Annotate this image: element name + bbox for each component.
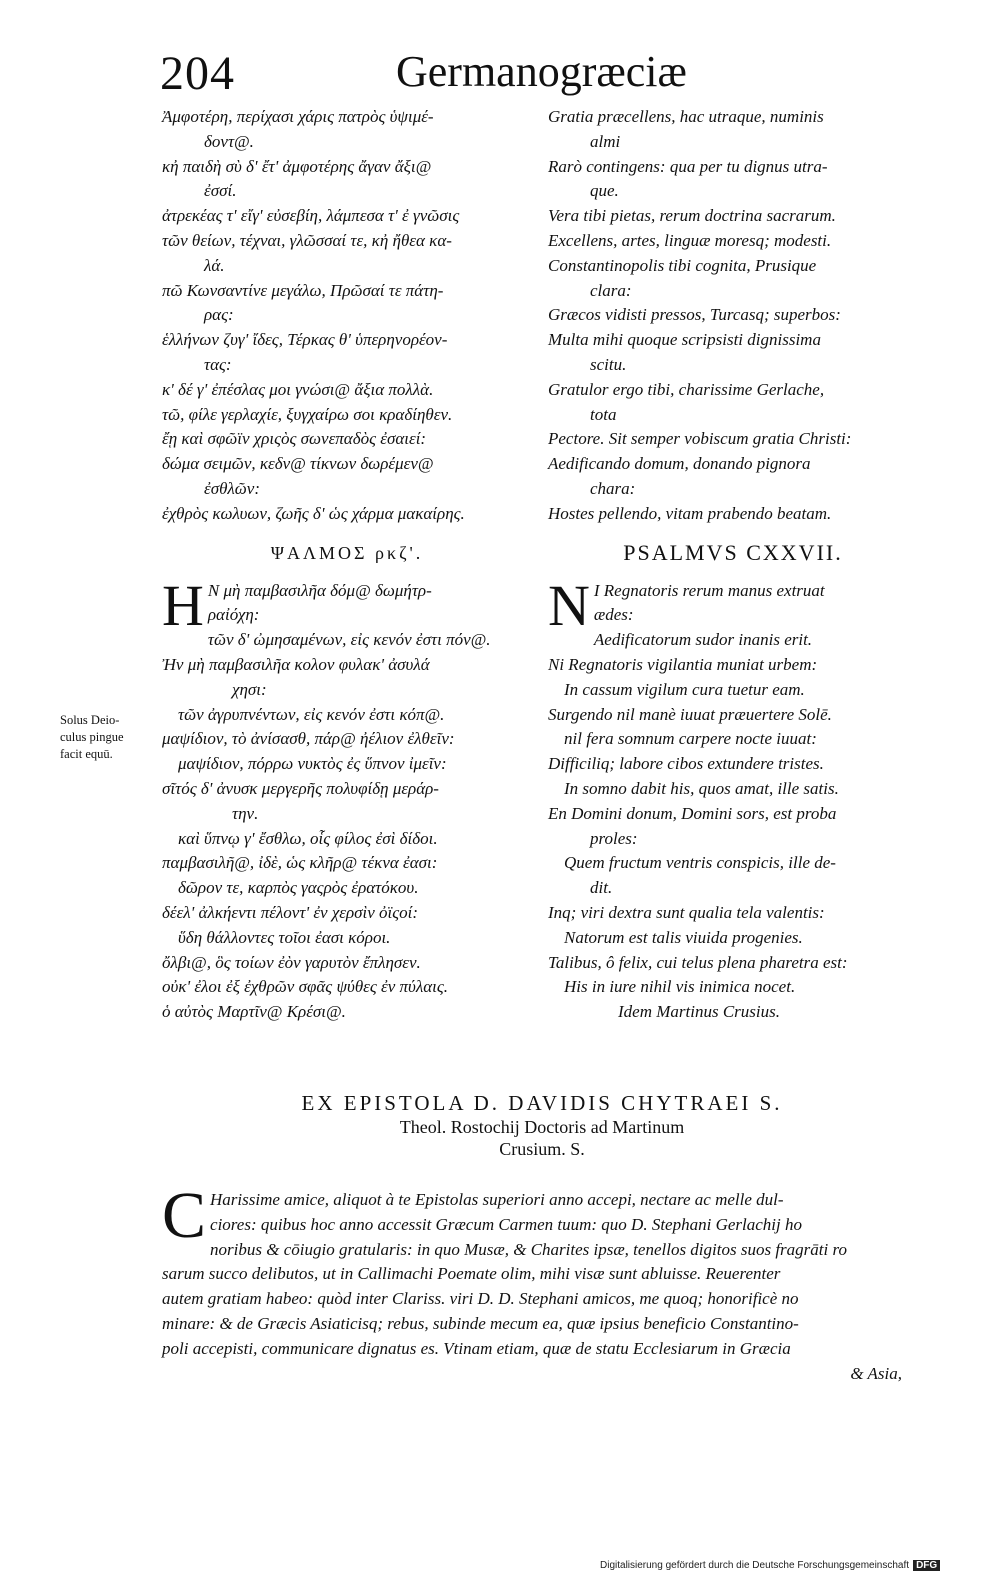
text-line: Multa mihi quoque scripsisti dignissima — [548, 330, 821, 350]
text-line: Hostes pellendo, vitam prabendo beatam. — [548, 503, 832, 523]
latin-poem — [548, 105, 918, 527]
footer-text: Digitalisierung gefördert durch die Deutsche Forschungsgemeinschaft — [600, 1560, 910, 1571]
text-line: nil fera somnum carpere nocte iuuat: — [564, 729, 817, 749]
text-line: Pectore. Sit semper vobiscum gratia Christi: — [548, 429, 852, 449]
text-line: I Regnatoris rerum manus extruat — [593, 580, 825, 600]
letter-title: EX EPISTOLA D. DAVIDIS CHYTRAEI S. — [301, 1091, 783, 1115]
text-line: scitu. — [590, 354, 627, 374]
letter-subtitle: Theol. Rostochij Doctoris ad Martinum — [399, 1117, 685, 1137]
text-line: δέελ' ἀλκήεντι πέλοντ' ἐν χερσὶν ὀϊςοί: — [162, 902, 419, 922]
text-line: ἐχθρὸς κωλυων, ζωῆς δ' ὡς χάρμα μακαίρης. — [162, 503, 465, 523]
text-line: En Domini donum, Domini sors, est proba — [548, 803, 837, 823]
text-line: His in iure nihil vis inimica nocet. — [564, 977, 796, 997]
text-line: clara: — [590, 280, 632, 300]
text-line: que. — [590, 181, 619, 201]
text-line: In somno dabit his, quos amat, ille satis. — [564, 778, 839, 798]
text-line: Gratulor ergo tibi, charissime Gerlache, — [548, 379, 825, 399]
text-line: proles: — [590, 828, 638, 848]
text-line: τῶ, φίλε γερλαχίε, ξυγχαίρω σοι κραδίηθεν. — [162, 404, 453, 424]
text-line: ἀτρεκέας τ' εἴγ' εὐσεβίη, λάμπεσα τ' ἐ γνῶσις — [162, 206, 460, 226]
text-line: μαψίδιον, τὸ ἀνίσασθ, πάρ@ ἠέλιον ἐλθεῖν: — [162, 729, 455, 749]
dfg-logo: DFG — [913, 1560, 940, 1571]
margin-note-line: Solus Deio- — [60, 713, 120, 727]
text-line: In cassum vigilum cura tuetur eam. — [564, 679, 805, 699]
text-line: noribus & cōiugio gratularis: in quo Musæ, & Charites ipsæ, tenellos digitos suos fragrāti ro — [210, 1239, 847, 1259]
text-line: Inq; viri dextra sunt qualia tela valentis: — [548, 902, 825, 922]
text-line: poli accepisti, communicare dignatus es. Vtinam etiam, quæ de statu Ecclesiarum in Græcia — [162, 1338, 791, 1358]
text-line: τας: — [204, 354, 232, 374]
footer-credit — [600, 1560, 940, 1571]
text-line: λά. — [204, 255, 225, 275]
text-line: autem gratiam habeo: quòd inter Clariss. viri D. D. Stephani amicos, me quoq; honorificè no — [162, 1289, 799, 1309]
text-line: Vera tibi pietas, rerum doctrina sacrarum. — [548, 206, 836, 226]
text-line: Constantinopolis tibi cognita, Prusique — [548, 255, 817, 275]
text-line: sarum succo delibutos, ut in Callimachi Poemate olim, mihi visæ sunt abluisse. Reuerenter — [162, 1264, 781, 1284]
text-line: χησι: — [232, 679, 267, 699]
text-line: Quem fructum ventris conspicis, ille de- — [564, 853, 836, 873]
text-line: Difficiliq; labore cibos extundere tristes. — [548, 754, 824, 774]
greek-psalm-title: ΨΑΛΜΟΣ ρκζ'. — [270, 542, 424, 563]
text-line: δοντ@. — [204, 131, 254, 151]
text-line: την. — [232, 803, 259, 823]
text-line: dit. — [590, 878, 613, 898]
text-line: Natorum est talis viuida progenies. — [564, 927, 803, 947]
text-line: κἠ παιδὴ σὺ δ' ἔτ' ἀμφοτέρης ἄγαν ἄξι@ — [162, 156, 432, 176]
text-line: κ' δέ γ' ἐπέσλας μοι γνώσι@ ἄξια πολλὰ. — [162, 379, 434, 399]
text-line: ἐσθλῶν: — [204, 478, 261, 498]
text-line: μαψίδιον, πόρρω νυκτὸς ἐς ὕπνον ἰμεῖν: — [178, 754, 447, 774]
text-line: Rarò contingens: qua per tu dignus utra- — [548, 156, 828, 176]
text-line: ædes: — [593, 605, 634, 625]
text-line: δώμα σειμῶν, κεδν@ τίκνων δωρέμεν@ — [162, 454, 434, 474]
greek-column — [162, 105, 532, 1025]
latin-drop-capital: N — [548, 572, 590, 638]
text-line: τῶν θείων, τέχναι, γλῶσσαί τε, κἠ ἤθεα κα- — [162, 230, 452, 250]
text-line: Græcos vidisti pressos, Turcasq; superbos: — [548, 305, 841, 325]
text-line: ραἰόχη: — [207, 605, 260, 625]
latin-psalm-title: PSALMVS CXXVII. — [623, 539, 843, 565]
text-line: Aedificatorum sudor inanis erit. — [593, 630, 813, 650]
text-line: Harissime amice, aliquot à te Epistolas superiori anno accepi, nectare ac melle dul- — [210, 1190, 784, 1209]
margin-note-line: facit equū. — [60, 747, 113, 761]
text-line: ὕδη θάλλοντες τοῖοι ἐασι κόροι. — [178, 927, 391, 947]
text-line: Ni Regnatoris vigilantia muniat urbem: — [548, 654, 818, 674]
text-line: Gratia præcellens, hac utraque, numinis — [548, 107, 824, 126]
text-line: πῶ Κωνσαντίνε μεγάλω, Πρῶσαί τε πάτη- — [162, 280, 444, 300]
margin-note-line: culus pingue — [60, 730, 124, 744]
text-line: δῶρον τε, καρπὸς γαςρὸς ἐρατόκου. — [178, 878, 419, 898]
greek-psalm — [162, 572, 532, 1025]
text-line: chara: — [590, 478, 636, 498]
text-line: & Asia, — [850, 1363, 902, 1383]
latin-column — [548, 105, 918, 1025]
text-line: τῶν ἀγρυπνέντων, εἰς κενόν ἐστι κόπ@. — [178, 704, 445, 724]
text-line: σῖτός δ' ἀνυσκ μεργερῆς πολυφίδῃ μεράρ- — [162, 778, 439, 798]
text-line: Aedificando domum, donando pignora — [548, 454, 811, 474]
margin-note — [60, 712, 160, 763]
letter-body — [162, 1179, 922, 1386]
page-number: 204 — [160, 47, 235, 100]
text-line: Excellens, artes, linguæ moresq; modesti. — [548, 230, 832, 250]
text-line: ρας: — [204, 305, 234, 325]
text-line: Talibus, ô felix, cui telus plena pharetra est: — [548, 952, 848, 972]
text-line: Idem Martinus Crusius. — [618, 1002, 780, 1022]
latin-psalm — [548, 572, 918, 1025]
text-line: τῶν δ' ὠμησαμένων, εἰς κενόν ἐστι πόν@. — [207, 630, 491, 650]
text-line: tota — [590, 404, 617, 424]
text-line: ὁ αὐτὸς Μαρτῖν@ Κρέσι@. — [162, 1002, 346, 1022]
text-line: παμβασιλῆ@, ἰδὲ, ὡς κλῆρ@ τέκνα ἐασι: — [162, 853, 438, 873]
text-line: ἔῃ καὶ σφῶϊν χριςὸς σωνεπαδὸς ἐσαιεί: — [162, 429, 427, 449]
text-line: ciores: quibus hoc anno accessit Græcum Carmen tuum: quo D. Stephani Gerlachij ho — [210, 1214, 802, 1234]
text-line: ἑλλήνων ζυγ' ἴδες, Τέρκας θ' ὑπερηνορέον- — [162, 330, 448, 350]
text-line: καὶ ὕπνῳ γ' ἔσθλω, οἷς φίλος ἐσὶ δίδοι. — [178, 828, 438, 848]
greek-drop-capital: Η — [162, 572, 204, 638]
text-line: Ν μὴ παμβασιλῆα δόμ@ δωμήτρ- — [207, 580, 432, 600]
text-line: almi — [590, 131, 621, 151]
text-line: Ἀμφοτέρη, περίχασι χάρις πατρὸς ὑψιμέ- — [162, 107, 434, 126]
text-line: οὐκ' ἐλοι ἐξ ἐχθρῶν σφᾶς ψύθες ἐν πύλαις. — [162, 977, 448, 997]
running-head: Germanogræciæ — [396, 47, 687, 96]
text-line: Ἠν μὴ παμβασιλῆα κολον φυλακ' ἀσυλά — [162, 654, 430, 674]
letter-subtitle: Crusium. S. — [499, 1139, 585, 1159]
text-line: Surgendo nil manè iuuat præuertere Solē. — [548, 704, 832, 724]
text-line: ἐσσί. — [204, 181, 237, 201]
text-line: ὄλβι@, ὃς τοίων ἐὸν γαρυτὸν ἔπλησεν. — [162, 952, 421, 972]
text-line: minare: & de Græcis Asiaticisq; rebus, subinde mecum ea, quæ ipsius beneficio Constantino- — [162, 1313, 799, 1333]
letter-section — [162, 1090, 922, 1386]
greek-poem — [162, 105, 532, 527]
letter-drop-capital: C — [162, 1179, 207, 1252]
page-header — [160, 46, 920, 106]
